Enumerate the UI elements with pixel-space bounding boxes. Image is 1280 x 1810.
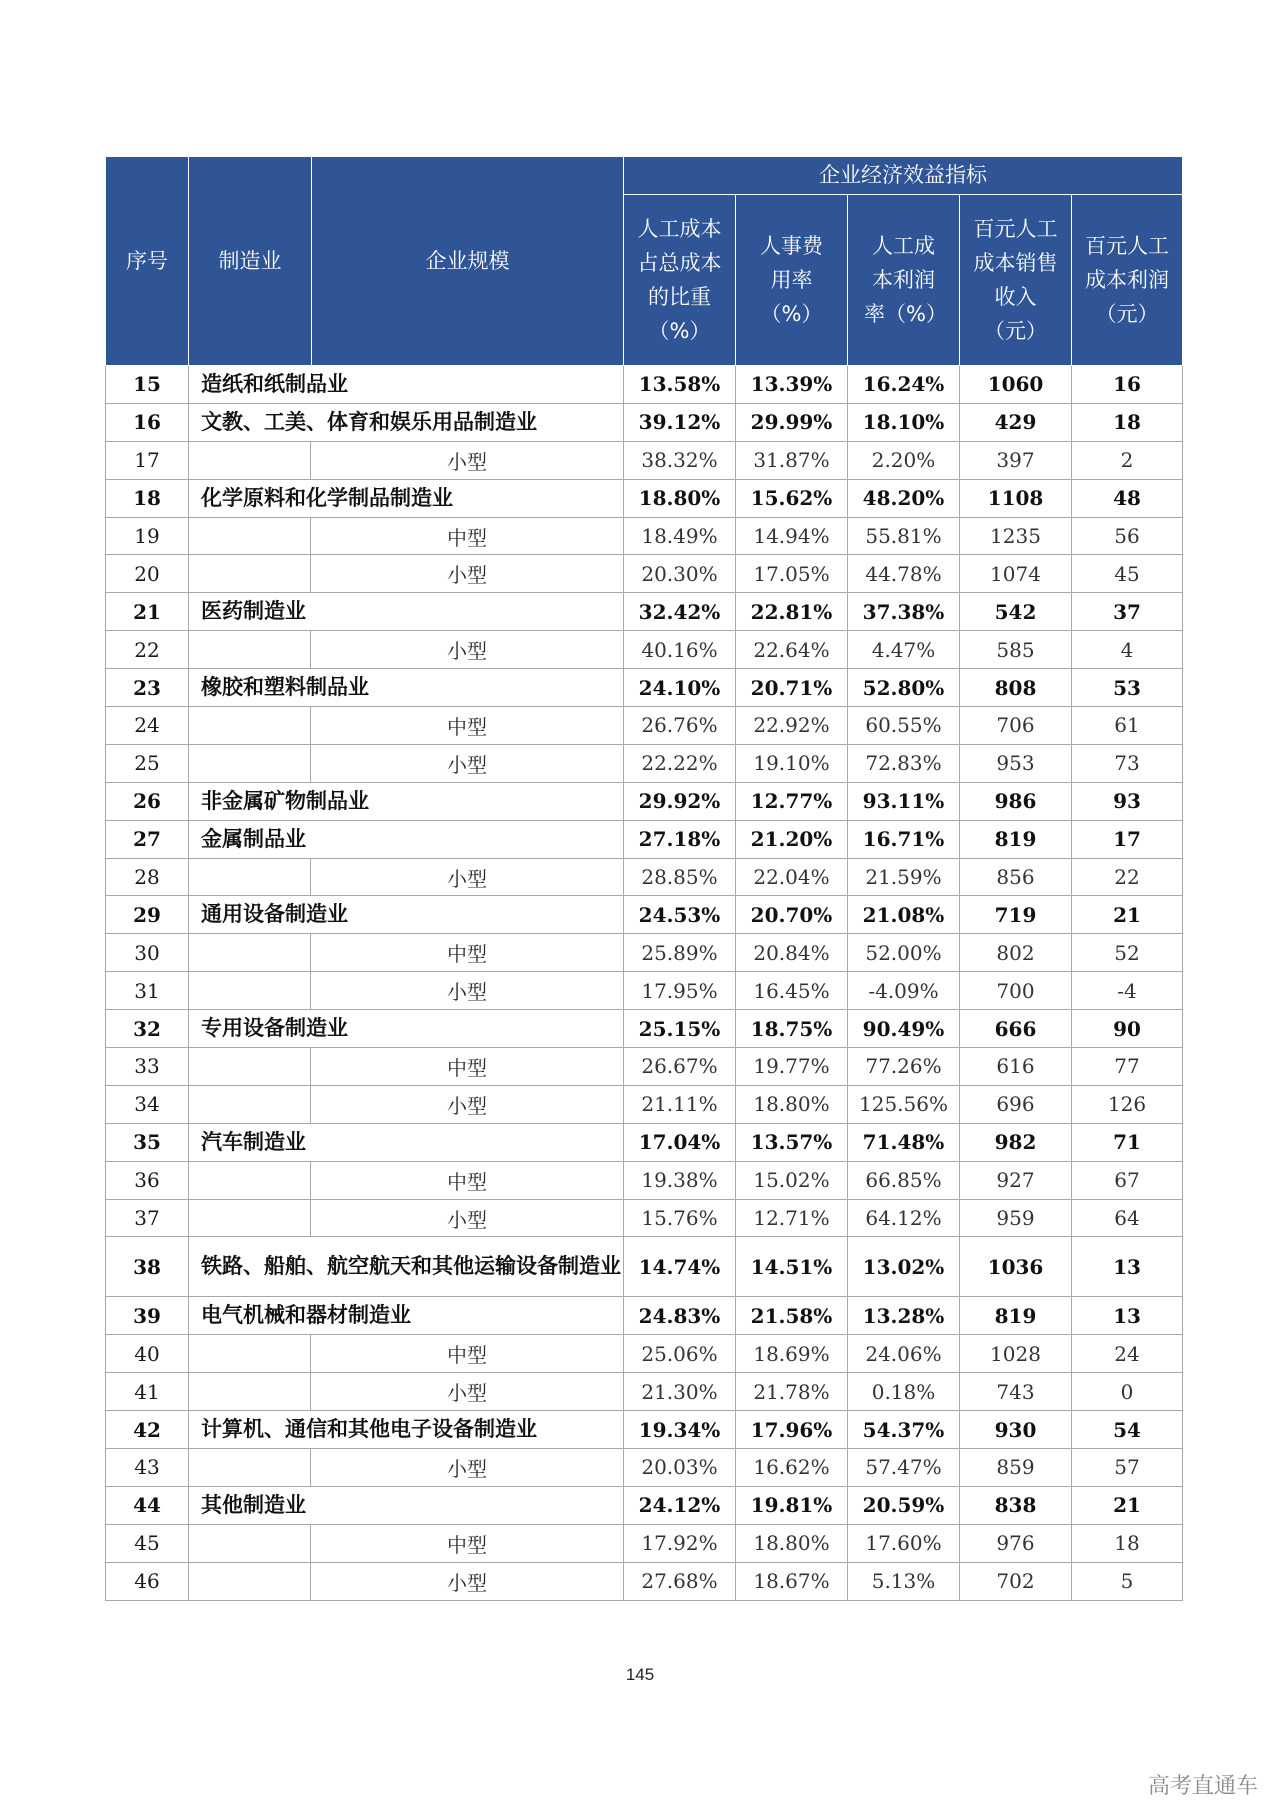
row-value-3: 719 [960, 896, 1072, 934]
row-value-4: 18 [1072, 1524, 1183, 1562]
row-industry-empty [189, 1199, 311, 1237]
row-value-1: 15.02% [736, 1161, 848, 1199]
row-value-3: 542 [960, 593, 1072, 631]
header-metric-2: 人工成本利润率（%） [848, 195, 960, 366]
row-value-1: 21.78% [736, 1373, 848, 1411]
row-seq: 27 [106, 820, 189, 858]
row-seq: 46 [106, 1562, 189, 1600]
table-row [106, 631, 1183, 669]
row-industry: 计算机、通信和其他电子设备制造业 [189, 1411, 624, 1449]
row-value-0: 26.67% [624, 1048, 736, 1086]
row-value-0: 20.03% [624, 1449, 736, 1487]
row-value-4: 57 [1072, 1449, 1183, 1487]
row-value-0: 18.80% [624, 479, 736, 517]
row-value-3: 585 [960, 631, 1072, 669]
row-industry-empty [189, 858, 311, 896]
row-value-2: 90.49% [848, 1010, 960, 1048]
table-row [106, 1449, 1183, 1487]
row-industry-empty [189, 1562, 311, 1600]
row-seq: 43 [106, 1449, 189, 1487]
row-value-0: 18.49% [624, 517, 736, 555]
row-value-4: 0 [1072, 1373, 1183, 1411]
row-value-3: 838 [960, 1486, 1072, 1524]
row-value-4: -4 [1072, 972, 1183, 1010]
row-value-4: 126 [1072, 1085, 1183, 1123]
table-row [106, 1048, 1183, 1086]
row-industry: 造纸和纸制品业 [189, 366, 624, 404]
row-industry-empty [189, 744, 311, 782]
table-row [106, 1373, 1183, 1411]
row-seq: 34 [106, 1085, 189, 1123]
watermark-text: 高考直通车 [1147, 1774, 1258, 1799]
row-value-3: 986 [960, 782, 1072, 820]
row-industry: 文教、工美、体育和娱乐用品制造业 [189, 403, 624, 441]
row-value-2: 52.80% [848, 669, 960, 707]
row-scale: 小型 [311, 1085, 624, 1123]
row-value-0: 14.74% [624, 1237, 736, 1297]
row-value-0: 24.12% [624, 1486, 736, 1524]
row-value-2: 66.85% [848, 1161, 960, 1199]
row-value-4: 54 [1072, 1411, 1183, 1449]
header-metric-4: 百元人工成本利润（元） [1072, 195, 1183, 366]
row-value-3: 953 [960, 744, 1072, 782]
row-value-1: 16.62% [736, 1449, 848, 1487]
row-scale: 中型 [311, 934, 624, 972]
row-value-4: 22 [1072, 858, 1183, 896]
table-row [106, 1123, 1183, 1161]
header-scale: 企业规模 [425, 249, 510, 273]
header-metric-3: 百元人工成本销售收入（元） [960, 195, 1072, 366]
row-value-4: 5 [1072, 1562, 1183, 1600]
data-table [105, 156, 1183, 1601]
row-value-0: 25.89% [624, 934, 736, 972]
table-header [106, 157, 1183, 366]
row-scale: 中型 [311, 1048, 624, 1086]
row-value-1: 31.87% [736, 441, 848, 479]
row-value-0: 28.85% [624, 858, 736, 896]
row-value-1: 29.99% [736, 403, 848, 441]
row-seq: 22 [106, 631, 189, 669]
row-industry-empty [189, 707, 311, 745]
row-industry: 非金属矿物制品业 [189, 782, 624, 820]
row-value-3: 819 [960, 1297, 1072, 1335]
row-seq: 23 [106, 669, 189, 707]
row-industry-empty [189, 1048, 311, 1086]
table-row [106, 707, 1183, 745]
table-row [106, 1161, 1183, 1199]
table-row [106, 782, 1183, 820]
row-industry-empty [189, 1524, 311, 1562]
row-scale: 中型 [311, 707, 624, 745]
table-row [106, 1085, 1183, 1123]
row-industry: 其他制造业 [189, 1486, 624, 1524]
row-scale: 小型 [311, 1373, 624, 1411]
row-value-2: 0.18% [848, 1373, 960, 1411]
row-value-2: 21.59% [848, 858, 960, 896]
row-value-3: 696 [960, 1085, 1072, 1123]
row-industry: 金属制品业 [189, 820, 624, 858]
row-value-0: 38.32% [624, 441, 736, 479]
row-value-4: 21 [1072, 896, 1183, 934]
row-scale: 小型 [311, 631, 624, 669]
row-value-2: 55.81% [848, 517, 960, 555]
row-seq: 21 [106, 593, 189, 631]
row-value-0: 27.18% [624, 820, 736, 858]
row-value-2: 77.26% [848, 1048, 960, 1086]
row-value-3: 1060 [960, 366, 1072, 404]
row-value-2: 16.24% [848, 366, 960, 404]
row-industry: 通用设备制造业 [189, 896, 624, 934]
row-value-1: 18.75% [736, 1010, 848, 1048]
row-value-0: 29.92% [624, 782, 736, 820]
row-value-1: 20.70% [736, 896, 848, 934]
row-scale: 小型 [311, 1449, 624, 1487]
row-value-2: 17.60% [848, 1524, 960, 1562]
row-value-1: 14.94% [736, 517, 848, 555]
table-row [106, 1335, 1183, 1373]
row-value-0: 24.53% [624, 896, 736, 934]
row-value-0: 26.76% [624, 707, 736, 745]
row-value-2: 93.11% [848, 782, 960, 820]
row-value-1: 22.81% [736, 593, 848, 631]
row-value-0: 15.76% [624, 1199, 736, 1237]
row-value-4: 37 [1072, 593, 1183, 631]
row-value-1: 18.80% [736, 1085, 848, 1123]
row-value-4: 13 [1072, 1297, 1183, 1335]
row-value-2: 5.13% [848, 1562, 960, 1600]
row-value-2: 13.02% [848, 1237, 960, 1297]
header-industry-scale [189, 157, 624, 366]
row-value-2: 125.56% [848, 1085, 960, 1123]
row-seq: 32 [106, 1010, 189, 1048]
row-industry: 铁路、船舶、航空航天和其他运输设备制造业 [189, 1237, 624, 1297]
row-value-2: 2.20% [848, 441, 960, 479]
row-industry: 专用设备制造业 [189, 1010, 624, 1048]
row-scale: 小型 [311, 1562, 624, 1600]
row-industry-empty [189, 972, 311, 1010]
row-value-3: 743 [960, 1373, 1072, 1411]
row-value-1: 17.96% [736, 1411, 848, 1449]
row-value-3: 808 [960, 669, 1072, 707]
table-row [106, 441, 1183, 479]
header-group: 企业经济效益指标 [624, 157, 1183, 195]
row-value-4: 64 [1072, 1199, 1183, 1237]
table-row [106, 403, 1183, 441]
row-value-1: 22.92% [736, 707, 848, 745]
row-value-4: 77 [1072, 1048, 1183, 1086]
row-value-0: 17.04% [624, 1123, 736, 1161]
row-value-3: 982 [960, 1123, 1072, 1161]
row-value-2: 37.38% [848, 593, 960, 631]
row-industry-empty [189, 555, 311, 593]
table-row [106, 1237, 1183, 1297]
row-value-2: 72.83% [848, 744, 960, 782]
row-value-2: 60.55% [848, 707, 960, 745]
row-value-0: 24.83% [624, 1297, 736, 1335]
row-value-1: 21.20% [736, 820, 848, 858]
table-row [106, 669, 1183, 707]
row-value-1: 12.77% [736, 782, 848, 820]
row-value-3: 700 [960, 972, 1072, 1010]
table-row [106, 555, 1183, 593]
row-industry: 化学原料和化学制品制造业 [189, 479, 624, 517]
row-value-2: 54.37% [848, 1411, 960, 1449]
row-seq: 18 [106, 479, 189, 517]
row-seq: 15 [106, 366, 189, 404]
row-value-0: 19.38% [624, 1161, 736, 1199]
row-value-0: 20.30% [624, 555, 736, 593]
row-value-1: 22.64% [736, 631, 848, 669]
row-seq: 26 [106, 782, 189, 820]
row-value-4: 21 [1072, 1486, 1183, 1524]
row-scale: 中型 [311, 1161, 624, 1199]
row-seq: 19 [106, 517, 189, 555]
row-value-4: 52 [1072, 934, 1183, 972]
row-value-3: 1108 [960, 479, 1072, 517]
row-scale: 小型 [311, 858, 624, 896]
row-value-2: 13.28% [848, 1297, 960, 1335]
header-industry: 制造业 [189, 157, 312, 365]
row-value-1: 21.58% [736, 1297, 848, 1335]
table-row [106, 744, 1183, 782]
table-row [106, 858, 1183, 896]
row-seq: 40 [106, 1335, 189, 1373]
row-value-3: 706 [960, 707, 1072, 745]
row-value-2: 71.48% [848, 1123, 960, 1161]
row-value-2: 20.59% [848, 1486, 960, 1524]
row-scale: 小型 [311, 441, 624, 479]
row-value-4: 67 [1072, 1161, 1183, 1199]
row-scale: 小型 [311, 972, 624, 1010]
row-value-4: 45 [1072, 555, 1183, 593]
row-value-4: 61 [1072, 707, 1183, 745]
row-value-0: 21.30% [624, 1373, 736, 1411]
row-value-1: 12.71% [736, 1199, 848, 1237]
row-industry-empty [189, 631, 311, 669]
row-scale: 中型 [311, 1335, 624, 1373]
row-value-1: 17.05% [736, 555, 848, 593]
row-value-0: 32.42% [624, 593, 736, 631]
row-value-3: 930 [960, 1411, 1072, 1449]
row-industry: 汽车制造业 [189, 1123, 624, 1161]
row-value-2: -4.09% [848, 972, 960, 1010]
row-value-1: 18.69% [736, 1335, 848, 1373]
row-value-3: 959 [960, 1199, 1072, 1237]
row-seq: 30 [106, 934, 189, 972]
header-seq: 序号 [106, 157, 189, 366]
row-value-1: 22.04% [736, 858, 848, 896]
table-row [106, 1486, 1183, 1524]
row-seq: 16 [106, 403, 189, 441]
row-value-0: 40.16% [624, 631, 736, 669]
row-value-3: 1235 [960, 517, 1072, 555]
row-scale: 中型 [311, 1524, 624, 1562]
row-value-3: 802 [960, 934, 1072, 972]
row-value-0: 22.22% [624, 744, 736, 782]
row-seq: 35 [106, 1123, 189, 1161]
row-value-3: 819 [960, 820, 1072, 858]
row-value-0: 25.06% [624, 1335, 736, 1373]
row-industry: 橡胶和塑料制品业 [189, 669, 624, 707]
row-value-4: 93 [1072, 782, 1183, 820]
row-scale: 小型 [311, 555, 624, 593]
row-industry: 电气机械和器材制造业 [189, 1297, 624, 1335]
table-row [106, 972, 1183, 1010]
row-value-0: 27.68% [624, 1562, 736, 1600]
header-metric-0: 人工成本占总成本的比重（%） [624, 195, 736, 366]
row-industry-empty [189, 1449, 311, 1487]
row-value-3: 856 [960, 858, 1072, 896]
row-value-1: 20.71% [736, 669, 848, 707]
row-value-4: 53 [1072, 669, 1183, 707]
row-value-2: 52.00% [848, 934, 960, 972]
row-seq: 25 [106, 744, 189, 782]
row-seq: 24 [106, 707, 189, 745]
row-seq: 44 [106, 1486, 189, 1524]
table-row [106, 1297, 1183, 1335]
row-value-1: 13.39% [736, 366, 848, 404]
row-value-3: 927 [960, 1161, 1072, 1199]
row-value-0: 39.12% [624, 403, 736, 441]
table-row [106, 366, 1183, 404]
header-metric-1: 人事费用率（%） [736, 195, 848, 366]
row-seq: 31 [106, 972, 189, 1010]
row-value-4: 2 [1072, 441, 1183, 479]
row-value-2: 64.12% [848, 1199, 960, 1237]
row-seq: 20 [106, 555, 189, 593]
row-value-4: 48 [1072, 479, 1183, 517]
row-value-3: 859 [960, 1449, 1072, 1487]
row-value-2: 48.20% [848, 479, 960, 517]
table-row [106, 1010, 1183, 1048]
table-body [106, 366, 1183, 1601]
row-industry-empty [189, 1373, 311, 1411]
row-industry-empty [189, 934, 311, 972]
row-value-4: 90 [1072, 1010, 1183, 1048]
row-value-2: 44.78% [848, 555, 960, 593]
row-value-3: 1036 [960, 1237, 1072, 1297]
row-value-2: 21.08% [848, 896, 960, 934]
row-value-0: 21.11% [624, 1085, 736, 1123]
row-value-2: 24.06% [848, 1335, 960, 1373]
row-value-4: 24 [1072, 1335, 1183, 1373]
row-seq: 42 [106, 1411, 189, 1449]
table-row [106, 593, 1183, 631]
row-value-4: 18 [1072, 403, 1183, 441]
row-industry-empty [189, 517, 311, 555]
table-row [106, 479, 1183, 517]
table-row [106, 517, 1183, 555]
row-value-0: 17.92% [624, 1524, 736, 1562]
row-value-0: 24.10% [624, 669, 736, 707]
row-value-0: 19.34% [624, 1411, 736, 1449]
row-value-1: 19.77% [736, 1048, 848, 1086]
row-value-2: 18.10% [848, 403, 960, 441]
table-row [106, 820, 1183, 858]
row-value-1: 19.81% [736, 1486, 848, 1524]
row-value-4: 73 [1072, 744, 1183, 782]
row-value-0: 25.15% [624, 1010, 736, 1048]
row-value-4: 16 [1072, 366, 1183, 404]
row-value-2: 16.71% [848, 820, 960, 858]
row-scale: 小型 [311, 744, 624, 782]
row-value-4: 17 [1072, 820, 1183, 858]
row-value-3: 702 [960, 1562, 1072, 1600]
row-value-0: 13.58% [624, 366, 736, 404]
table-row [106, 934, 1183, 972]
row-value-3: 429 [960, 403, 1072, 441]
row-seq: 39 [106, 1297, 189, 1335]
row-industry-empty [189, 1335, 311, 1373]
row-value-0: 17.95% [624, 972, 736, 1010]
row-value-3: 976 [960, 1524, 1072, 1562]
row-seq: 37 [106, 1199, 189, 1237]
page-number: 145 [625, 1665, 655, 1684]
row-value-4: 13 [1072, 1237, 1183, 1297]
row-value-1: 15.62% [736, 479, 848, 517]
row-value-3: 1028 [960, 1335, 1072, 1373]
row-value-3: 397 [960, 441, 1072, 479]
row-seq: 33 [106, 1048, 189, 1086]
row-value-1: 16.45% [736, 972, 848, 1010]
table-row [106, 1562, 1183, 1600]
row-value-3: 666 [960, 1010, 1072, 1048]
row-seq: 29 [106, 896, 189, 934]
row-seq: 17 [106, 441, 189, 479]
row-industry-empty [189, 441, 311, 479]
row-scale: 中型 [311, 517, 624, 555]
row-seq: 28 [106, 858, 189, 896]
table-row [106, 1411, 1183, 1449]
row-value-4: 71 [1072, 1123, 1183, 1161]
table-row [106, 896, 1183, 934]
row-value-1: 13.57% [736, 1123, 848, 1161]
row-value-4: 4 [1072, 631, 1183, 669]
row-scale: 小型 [311, 1199, 624, 1237]
row-industry-empty [189, 1085, 311, 1123]
row-value-2: 57.47% [848, 1449, 960, 1487]
table-row [106, 1524, 1183, 1562]
row-value-1: 18.80% [736, 1524, 848, 1562]
table-row [106, 1199, 1183, 1237]
row-value-1: 14.51% [736, 1237, 848, 1297]
row-value-1: 19.10% [736, 744, 848, 782]
row-seq: 36 [106, 1161, 189, 1199]
row-value-3: 616 [960, 1048, 1072, 1086]
row-value-4: 56 [1072, 517, 1183, 555]
row-seq: 38 [106, 1237, 189, 1297]
row-seq: 41 [106, 1373, 189, 1411]
row-value-3: 1074 [960, 555, 1072, 593]
row-value-2: 4.47% [848, 631, 960, 669]
row-seq: 45 [106, 1524, 189, 1562]
row-industry: 医药制造业 [189, 593, 624, 631]
row-value-1: 18.67% [736, 1562, 848, 1600]
row-industry-empty [189, 1161, 311, 1199]
row-value-1: 20.84% [736, 934, 848, 972]
